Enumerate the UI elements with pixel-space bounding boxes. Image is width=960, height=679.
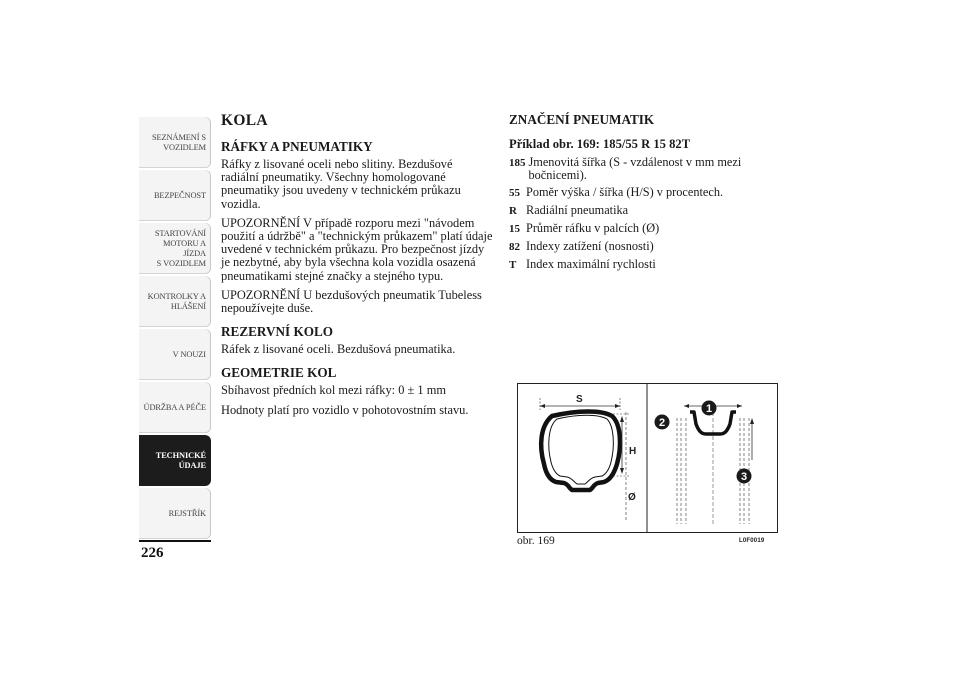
left-column [221,112,493,423]
paragraph-sbihavost: Sbíhavost předních kol mezi ráfky: 0 ± 1 mm [221,383,446,398]
label-diameter: Ø [628,492,636,503]
figure-caption: obr. 169 [517,535,555,547]
label-h: H [629,446,637,457]
legend-item: 55 Poměr výška / šířka (H/S) v procentech. [509,185,724,199]
tab-kontrolky[interactable]: KONTROLKY A HLÁŠENÍ [139,276,211,327]
section-heading-geometrie: GEOMETRIE KOL [221,365,337,381]
page-title: KOLA [221,112,268,129]
paragraph-rafky-1: Ráfky z lisované oceli nebo slitiny. Bezdušové radiální pneumatiky. Všechny homologované pneumatiky jsou uvedeny v technickém průkazu vozidla. [221,157,461,211]
legend-item: R Radiální pneumatika [509,203,629,217]
callout-1: 1 [705,403,713,415]
example-heading: Příklad obr. 169: 185/55 R 15 82T [509,137,691,151]
callout-3: 3 [740,471,748,483]
paragraph-hodnoty: Hodnoty platí pro vozidlo v pohotovostním stavu. [221,402,469,417]
right-column [509,112,779,276]
tab-seznameni-s-vozidlem[interactable]: SEZNÁMENÍ S VOZIDLEM [139,117,211,168]
tab-bezpecnost[interactable]: BEZPEČNOST [139,170,211,221]
legend-item: 82 Indexy zatížení (nosnosti) [509,239,654,253]
figure-code: L0F0019 [739,538,765,544]
label-s: S [576,394,583,405]
tyre-cross-section [540,394,636,520]
section-heading-rezervni-kolo: REZERVNÍ KOLO [221,324,334,340]
tyre-side-section [655,401,755,525]
tab-udrzba-a-pece[interactable]: ÚDRŽBA A PÉČE [139,382,211,433]
legend-item: 185 Jmenovitá šířka (S - vzdálenost v mm mezi bočnicemi). [509,155,742,182]
section-heading-rafky: RÁFKY A PNEUMATIKY [221,139,373,154]
tab-startovani[interactable]: STARTOVÁNÍ MOTORU A JÍZDA S VOZIDLEM [139,223,211,274]
page-number-rule [139,540,211,542]
tab-technicke-udaje[interactable]: TECHNICKÉ ÚDAJE [139,435,211,486]
paragraph-upozorneni-1: UPOZORNĚNÍ V případě rozporu mezi "návodem použití a údržbě" a "technickým průkazem" platí údaje uvedené v technickém průkazu. Pro bezpečnost jízdy je nezbytné, aby byla všechna kola vozidla osazená pneumatikami stejné značky a stejného typu. [221,215,493,283]
tab-v-nouzi[interactable]: V NOUZI [139,329,211,380]
section-heading-znaceni: ZNAČENÍ PNEUMATIK [509,112,655,127]
page-number: 226 [141,545,164,561]
legend-item: 15 Průměr ráfku v palcích (Ø) [509,221,660,235]
tyre-marking-figure [517,383,778,533]
tab-rejstrik[interactable]: REJSTŘÍK [139,488,211,539]
paragraph-rezervni-kolo: Ráfek z lisované oceli. Bezdušová pneumatika. [221,342,456,357]
legend-item: T Index maximální rychlosti [509,257,656,271]
callout-2: 2 [658,417,666,429]
paragraph-upozorneni-2: UPOZORNĚNÍ U bezdušových pneumatik Tubeless nepoužívejte duše. [221,287,482,316]
tyre-diagram [518,384,777,532]
